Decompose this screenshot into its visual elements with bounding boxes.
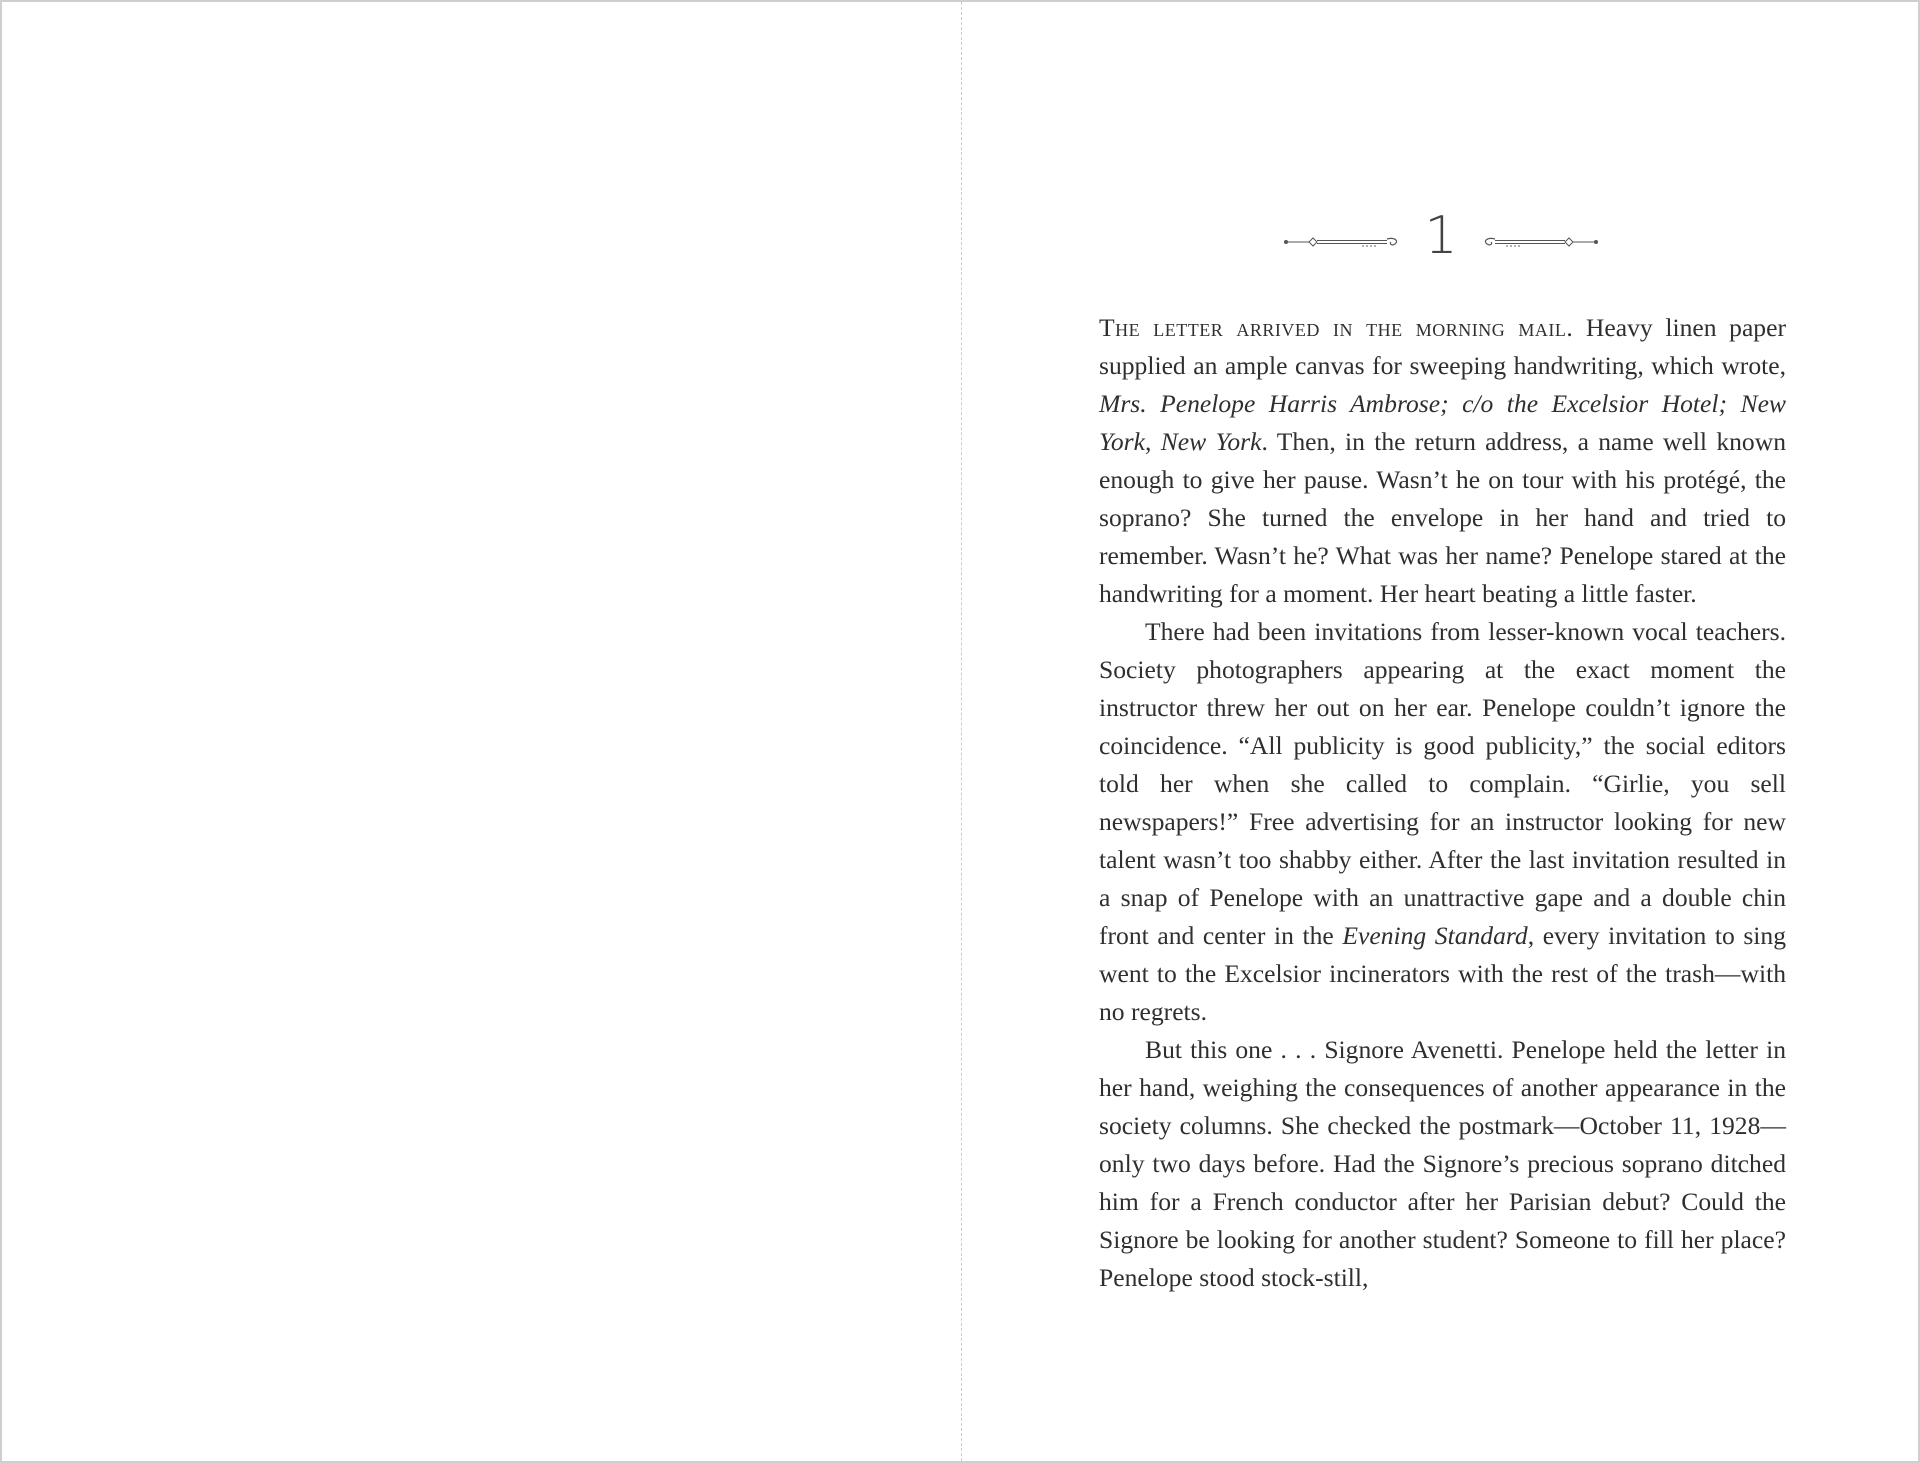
paragraph-1 [1099,309,1786,613]
paragraph-text: , every invitation to sing went to the Excelsior incinerators with the rest of the trash—with no regrets. [1099,921,1786,1026]
chapter-heading [963,206,1918,272]
page-gutter [961,2,962,1461]
paragraph-opening-smallcaps: The letter arrived in the morning mail. [1099,313,1574,342]
paragraph-text: Heavy linen paper supplied an ample canvas for sweeping handwriting, which wrote, [1099,313,1786,380]
left-flourish-icon [1283,234,1403,250]
left-page-blank [2,2,960,1461]
paragraph-text: . Then, in the return address, a name well known enough to give her pause. Wasn’t he on tour with his protégé, the soprano? She turned the envelope in her hand and tried to remember. Wasn’t he? What was her name? Penelope stared at the handwriting for a moment. Her heart beating a little faster. [1099,427,1787,608]
paragraph-text: But this one . . . Signore Avenetti. Penelope held the letter in her hand, weighing the consequences of another appearance in the society columns. She checked the postmark—October 11, 1928—only two days before. Had the Signore’s precious soprano ditched him for a French conductor after her Parisian debut? Could the Signore be looking for another student? Someone to fill her place? Penelope stood stock-still, [1099,1035,1786,1292]
paragraph-3 [1099,1031,1786,1297]
addressee-italic: Mrs. Penelope Harris Ambrose; c/o the Excelsior Hotel; New York, New York [1099,389,1786,456]
paragraph-text: There had been invitations from lesser-known vocal teachers. Society photographers appearing at the exact moment the instructor threw her out on her ear. Penelope couldn’t ignore the coincidence. “All publicity is good publicity,” the social editors told her when she called to complain. “Girlie, you sell newspapers!” Free advertising for an instructor looking for new talent wasn’t too shabby either. After the last invitation resulted in a snap of Penelope with an unattractive gape and a double chin front and center in the [1099,617,1786,950]
newspaper-title-italic: Evening Standard [1342,921,1528,950]
right-page [963,2,1918,1461]
chapter-number: 1 [1424,206,1458,266]
chapter-body-text [1099,309,1786,1297]
paragraph-2 [1099,613,1786,1031]
right-flourish-icon [1479,234,1599,250]
